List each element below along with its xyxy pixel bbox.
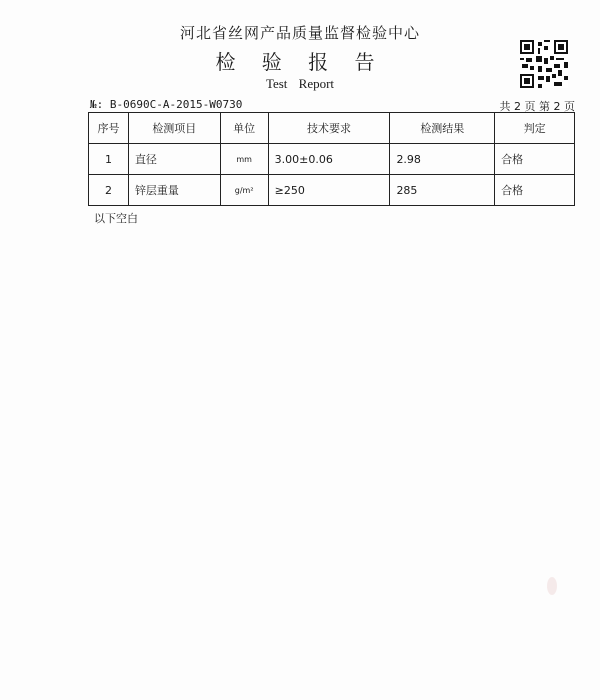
cell-verdict: 合格 (495, 175, 575, 206)
cell-item: 锌层重量 (128, 175, 220, 206)
paper-smudge (545, 575, 559, 597)
column-header-item: 检测项目 (128, 113, 220, 144)
cell-requirement: ≥250 (268, 175, 390, 206)
cell-result: 285 (390, 175, 495, 206)
qr-code-icon (520, 40, 568, 88)
organization-name: 河北省丝网产品质量监督检验中心 (179, 24, 420, 42)
report-number: №: B-0690C-A-2015-W0730 (90, 98, 243, 111)
table-header-row (89, 113, 575, 144)
column-header-verdict: 判定 (495, 113, 575, 144)
blank-remark: 以下空白 (94, 212, 138, 225)
cell-verdict: 合格 (495, 144, 575, 175)
cell-unit: g/m² (220, 175, 268, 206)
cell-index: 1 (89, 144, 129, 175)
results-table (88, 112, 575, 206)
column-header-requirement: 技术要求 (268, 113, 390, 144)
cell-item: 直径 (128, 144, 220, 175)
table-row (89, 175, 575, 206)
column-header-unit: 单位 (220, 113, 268, 144)
column-header-index: 序号 (89, 113, 129, 144)
table-row (89, 144, 575, 175)
cell-requirement: 3.00±0.06 (268, 144, 390, 175)
cell-index: 2 (89, 175, 129, 206)
cell-unit: mm (220, 144, 268, 175)
report-title-en: Test Report (265, 76, 335, 91)
column-header-result: 检测结果 (390, 113, 495, 144)
page-info: 共 2 页 第 2 页 (499, 100, 575, 113)
cell-result: 2.98 (390, 144, 495, 175)
report-title-cn: 检 验 报 告 (215, 50, 385, 74)
